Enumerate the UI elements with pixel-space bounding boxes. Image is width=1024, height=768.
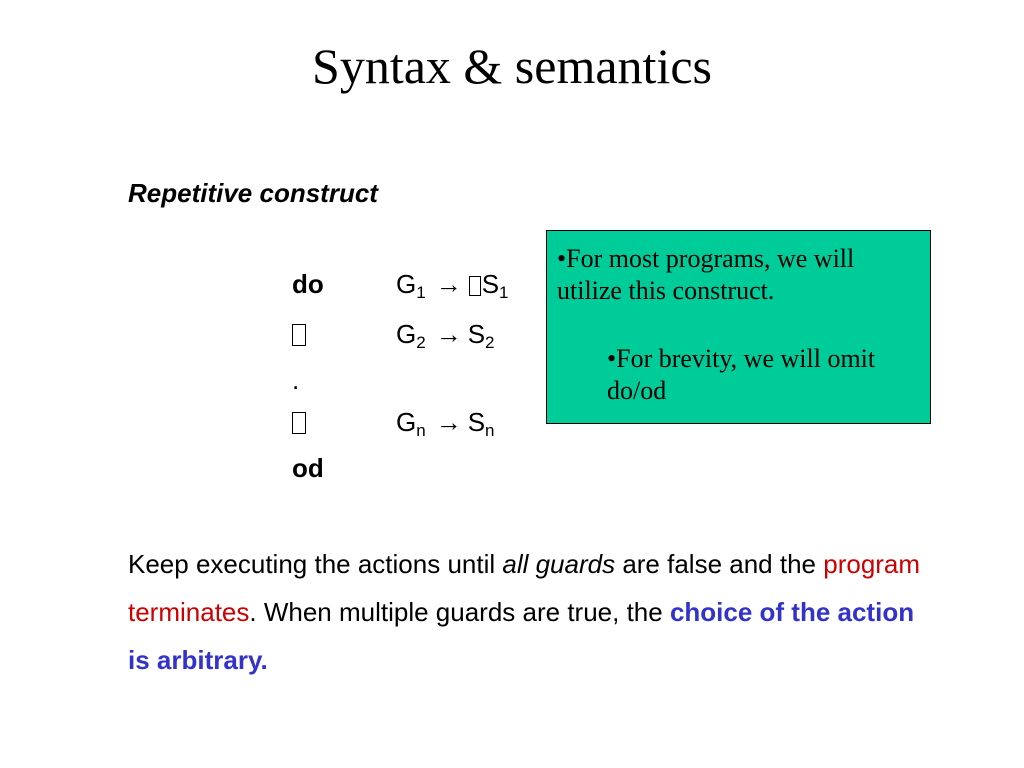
section-subtitle: Repetitive construct bbox=[128, 178, 378, 208]
note-box bbox=[546, 230, 931, 424]
guard-subscript: n bbox=[416, 421, 426, 440]
guarded-command-n bbox=[396, 406, 495, 438]
box-glyph-icon bbox=[292, 318, 306, 350]
note-bullet-2: •For brevity, we will omit do/od bbox=[607, 344, 876, 405]
highlight-choice-arbitrary: choice of the action is arbitrary. bbox=[128, 597, 915, 675]
guarded-command-1 bbox=[396, 268, 509, 300]
statement: S bbox=[481, 269, 500, 299]
highlight-program-terminates: program terminates bbox=[128, 549, 921, 627]
statement-subscript: 2 bbox=[485, 333, 495, 352]
guard-subscript: 1 bbox=[416, 283, 426, 302]
statement-subscript: n bbox=[485, 421, 495, 440]
statement: S bbox=[467, 319, 486, 349]
guard: G bbox=[396, 319, 417, 349]
ellipsis-dot: . bbox=[292, 365, 300, 395]
guard: G bbox=[396, 407, 417, 437]
emphasis-all-guards: all guards bbox=[502, 549, 616, 579]
box-glyph-icon bbox=[292, 406, 306, 438]
statement-subscript: 1 bbox=[499, 283, 509, 302]
box-glyph-icon bbox=[469, 276, 481, 296]
paragraph-text: . When multiple guards are true, the bbox=[249, 597, 670, 627]
od-keyword: od bbox=[292, 453, 324, 483]
explanation-paragraph bbox=[128, 540, 928, 684]
guard-subscript: 2 bbox=[416, 333, 426, 352]
arrow-icon: → bbox=[435, 319, 462, 349]
note-bullet-1: •For most programs, we will utilize this construct. bbox=[557, 244, 855, 305]
paragraph-text: Keep executing the actions until bbox=[128, 549, 503, 579]
guard: G bbox=[396, 269, 417, 299]
do-keyword: do bbox=[292, 269, 324, 299]
paragraph-text: are false and the bbox=[615, 549, 824, 579]
guarded-command-2 bbox=[396, 318, 495, 350]
statement: S bbox=[467, 407, 486, 437]
arrow-icon: → bbox=[435, 407, 462, 437]
slide-title: Syntax & semantics bbox=[312, 38, 712, 94]
arrow-icon: → bbox=[435, 269, 462, 299]
